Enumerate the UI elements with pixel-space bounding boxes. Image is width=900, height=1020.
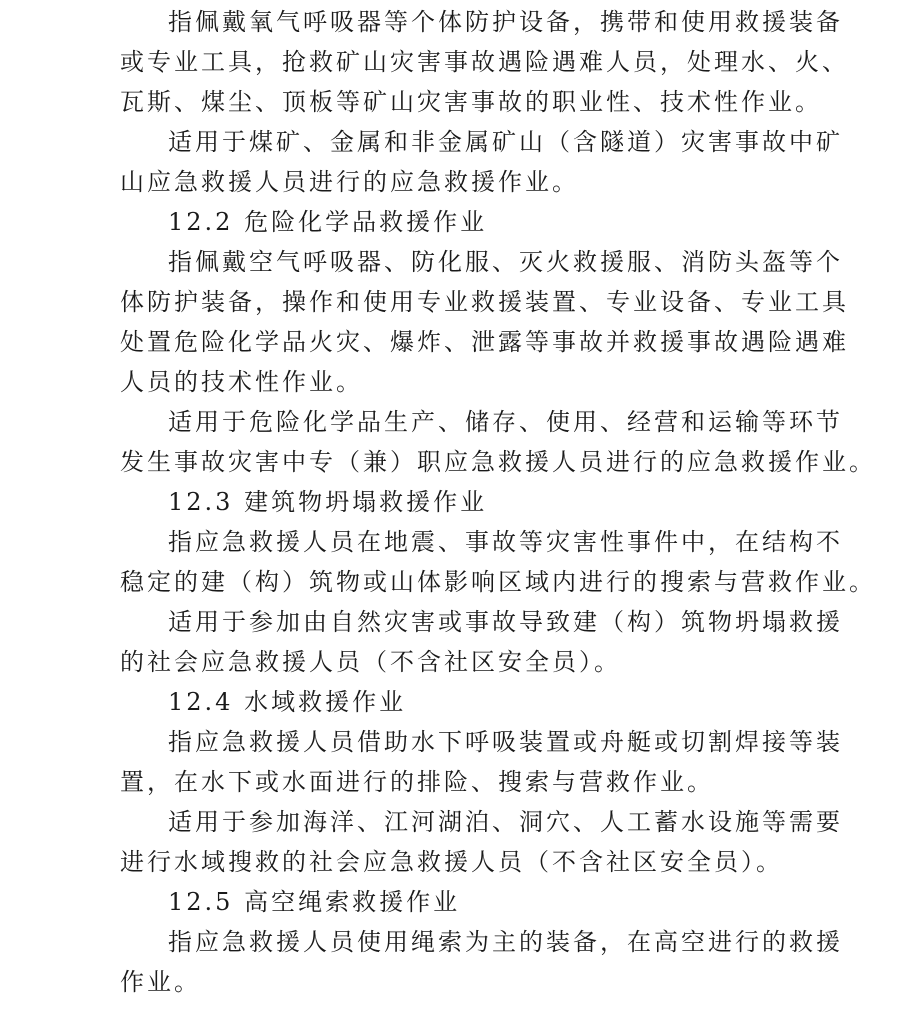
paragraph-line: 发生事故灾害中专（兼）职应急救援人员进行的应急救援作业。 <box>120 448 876 476</box>
paragraph-line: 适用于危险化学品生产、储存、使用、经营和运输等环节 <box>168 408 843 436</box>
paragraph-line: 进行水域搜救的社会应急救援人员（不含社区安全员）。 <box>120 848 783 876</box>
paragraph-line: 指应急救援人员借助水下呼吸装置或舟艇或切割焊接等装 <box>168 728 843 756</box>
paragraph-line: 体防护装备，操作和使用专业救援装置、专业设备、专业工具 <box>120 288 849 316</box>
paragraph-line: 适用于参加海洋、江河湖泊、洞穴、人工蓄水设施等需要 <box>168 808 843 836</box>
section-heading: 12.5 高空绳索救援作业 <box>168 888 461 916</box>
paragraph-line: 人员的技术性作业。 <box>120 368 363 396</box>
paragraph-line: 稳定的建（构）筑物或山体影响区域内进行的搜索与营救作业。 <box>120 568 876 596</box>
paragraph-line: 指应急救援人员在地震、事故等灾害性事件中，在结构不 <box>168 528 843 556</box>
section-heading: 12.3 建筑物坍塌救援作业 <box>168 488 488 516</box>
paragraph-line: 指佩戴氧气呼吸器等个体防护设备，携带和使用救援装备 <box>168 8 843 36</box>
paragraph-line: 山应急救援人员进行的应急救援作业。 <box>120 168 579 196</box>
paragraph-line: 指应急救援人员使用绳索为主的装备，在高空进行的救援 <box>168 928 843 956</box>
paragraph-line: 瓦斯、煤尘、顶板等矿山灾害事故的职业性、技术性作业。 <box>120 88 822 116</box>
paragraph-line: 或专业工具，抢救矿山灾害事故遇险遇难人员，处理水、火、 <box>120 48 849 76</box>
section-heading: 12.4 水域救援作业 <box>168 688 407 716</box>
paragraph-line: 指佩戴空气呼吸器、防化服、灭火救援服、消防头盔等个 <box>168 248 843 276</box>
paragraph-line: 作业。 <box>120 968 201 996</box>
paragraph-line: 处置危险化学品火灾、爆炸、泄露等事故并救援事故遇险遇难 <box>120 328 849 356</box>
paragraph-line: 置，在水下或水面进行的排险、搜索与营救作业。 <box>120 768 714 796</box>
paragraph-line: 的社会应急救援人员（不含社区安全员）。 <box>120 648 621 676</box>
paragraph-line: 适用于参加由自然灾害或事故导致建（构）筑物坍塌救援 <box>168 608 843 636</box>
section-heading: 12.2 危险化学品救援作业 <box>168 208 488 236</box>
paragraph-line: 适用于煤矿、金属和非金属矿山（含隧道）灾害事故中矿 <box>168 128 843 156</box>
